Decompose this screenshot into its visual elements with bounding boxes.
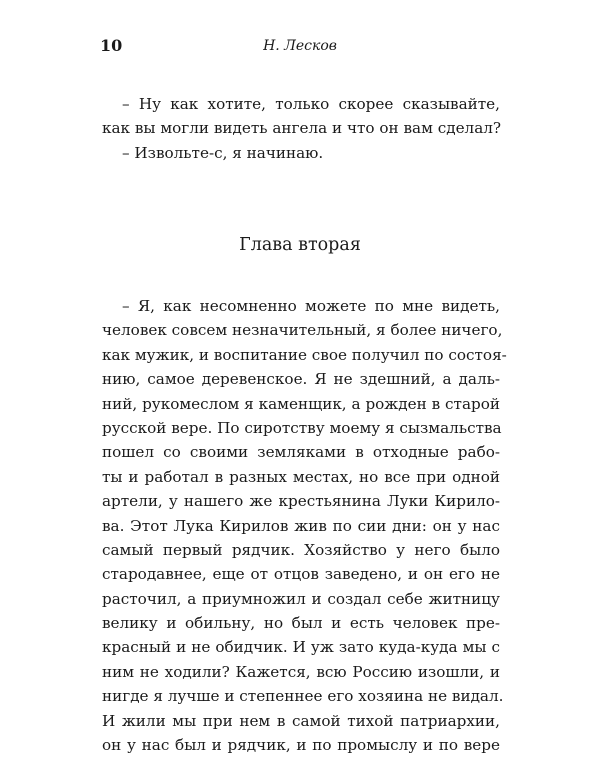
text-line: артели, у нашего же крестьянина Луки Кирило- [102, 492, 500, 511]
text-line: – Я, как несомненно можете по мне видеть, [122, 297, 500, 315]
text-line: велику и обильну, но был и есть человек пре- [102, 614, 500, 633]
text-line: ты и работал в разных местах, но все при одной [102, 467, 500, 486]
text-line: нию, самое деревенское. Я не здешний, а даль- [102, 370, 500, 389]
page-number: 10 [100, 36, 123, 55]
text-line: – Ну как хотите, только скорее сказывайте, [122, 95, 500, 113]
text-line: русской вере. По сиротству моему я сызмальства [102, 418, 502, 437]
text-line: самый первый рядчик. Хозяйство у него было [102, 540, 500, 559]
chapter-title: Глава вторая [239, 235, 361, 255]
text-line: стародавнее, еще от отцов заведено, и он его не [102, 565, 500, 584]
dialogue-block [102, 92, 500, 165]
text-line: человек совсем незначительный, я более ничего, [102, 321, 503, 340]
text-line: ним не ходили? Кажется, всю Россию изошли, и [102, 662, 500, 681]
text-line: красный и не обидчик. И уж зато куда-куда мы с [102, 638, 500, 657]
text-line: ва. Этот Лука Кирилов жив по сии дни: он у нас [102, 516, 500, 535]
text-line: ний, рукомеслом я каменщик, а рожден в старой [102, 394, 500, 413]
running-head: Н. Лесков [263, 38, 337, 54]
text-line: И жили мы при нем в самой тихой патриархии, [102, 711, 500, 730]
text-line: нигде я лучше и степеннее его хозяина не видал. [102, 687, 504, 706]
text-line: как мужик, и воспитание свое получил по состоя- [102, 345, 507, 364]
text-line: пошел со своими земляками в отходные рабо- [102, 443, 500, 462]
text-line: расточил, а приумножил и создал себе житницу [102, 589, 500, 608]
text-line: как вы могли видеть ангела и что он вам сделал? [102, 119, 502, 138]
text-line: он у нас был и рядчик, и по промыслу и по вере [102, 736, 500, 755]
text-line: – Извольте-с, я начинаю. [122, 143, 324, 162]
chapter-body [102, 294, 507, 757]
